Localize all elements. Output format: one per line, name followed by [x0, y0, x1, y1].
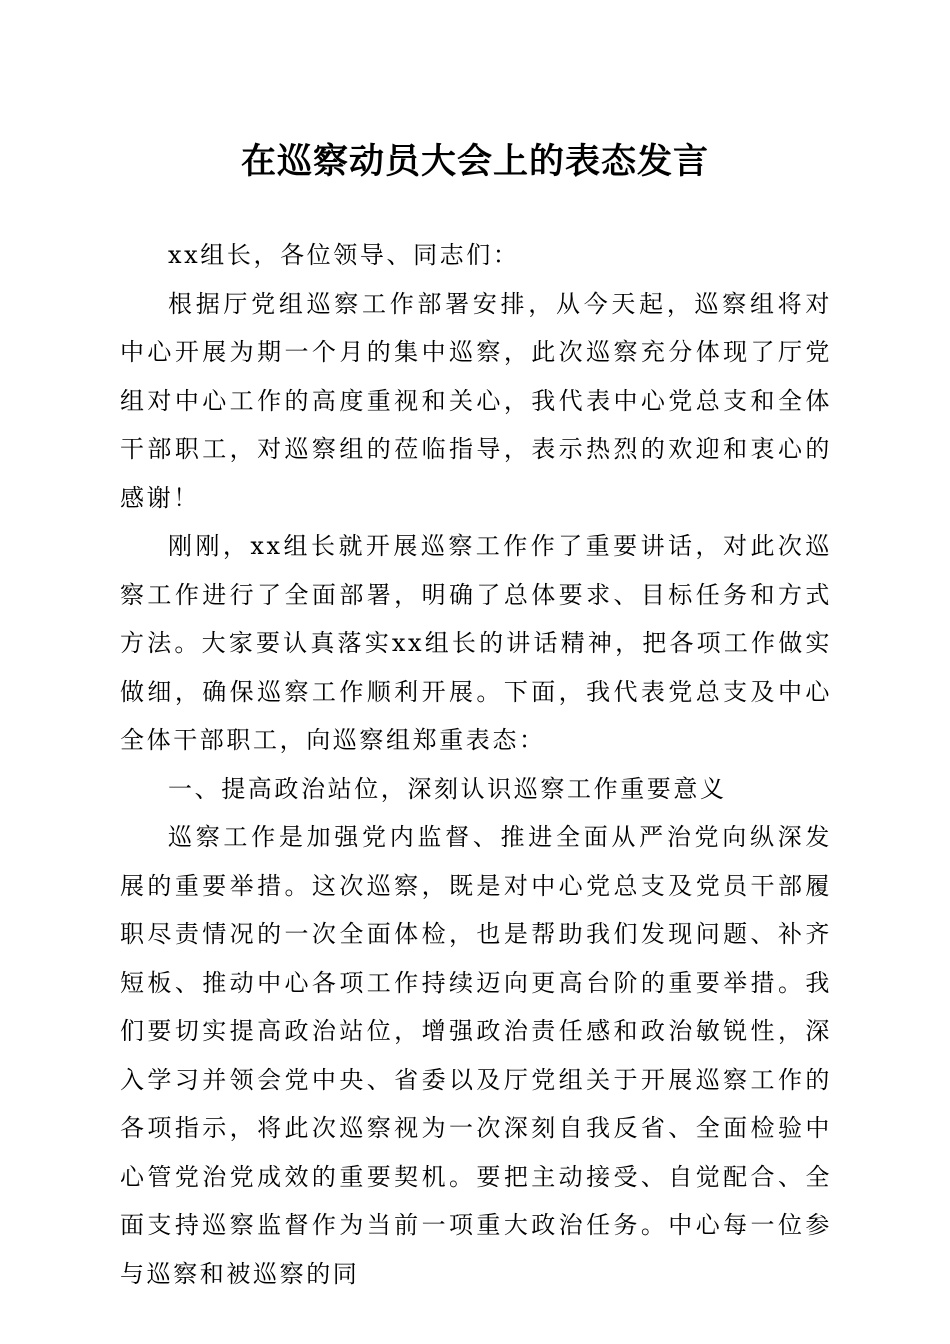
section-1-paragraph: 巡察工作是加强党内监督、推进全面从严治党向纵深发展的重要举措。这次巡察，既是对中心党总支及党员干部履职尽责情况的一次全面体检，也是帮助我们发现问题、补齐短板、推动中心各项工作持续迈向更高台阶的重要举措。我们要切实提高政治站位，增强政治责任感和政治敏锐性，深入学习并领会党中央、省委以及厅党组关于开展巡察工作的各项指示，将此次巡察视为一次深刻自我反省、全面检验中心管党治党成效的重要契机。要把主动接受、自觉配合、全面支持巡察监督作为当前一项重大政治任务。中心每一位参与巡察和被巡察的同 [120, 823, 832, 1288]
document-body [120, 231, 832, 1298]
salutation: xx组长，各位领导、同志们： [168, 241, 520, 269]
paragraph-statement: 刚刚，xx组长就开展巡察工作作了重要讲话，对此次巡察工作进行了全面部署，明确了总体要求、目标任务和方式方法。大家要认真落实xx组长的讲话精神，把各项工作做实做细，确保巡察工作顺利开展。下面，我代表党总支及中心全体干部职工，向巡察组郑重表态： [120, 532, 832, 754]
document-title: 在巡察动员大会上的表态发言 [240, 141, 709, 182]
paragraph-intro: 根据厅党组巡察工作部署安排，从今天起，巡察组将对中心开展为期一个月的集中巡察，此次巡察充分体现了厅党组对中心工作的高度重视和关心，我代表中心党总支和全体干部职工，对巡察组的莅临指导，表示热烈的欢迎和衷心的感谢！ [120, 289, 832, 512]
section-heading-1: 一、提高政治站位，深刻认识巡察工作重要意义 [168, 774, 727, 803]
